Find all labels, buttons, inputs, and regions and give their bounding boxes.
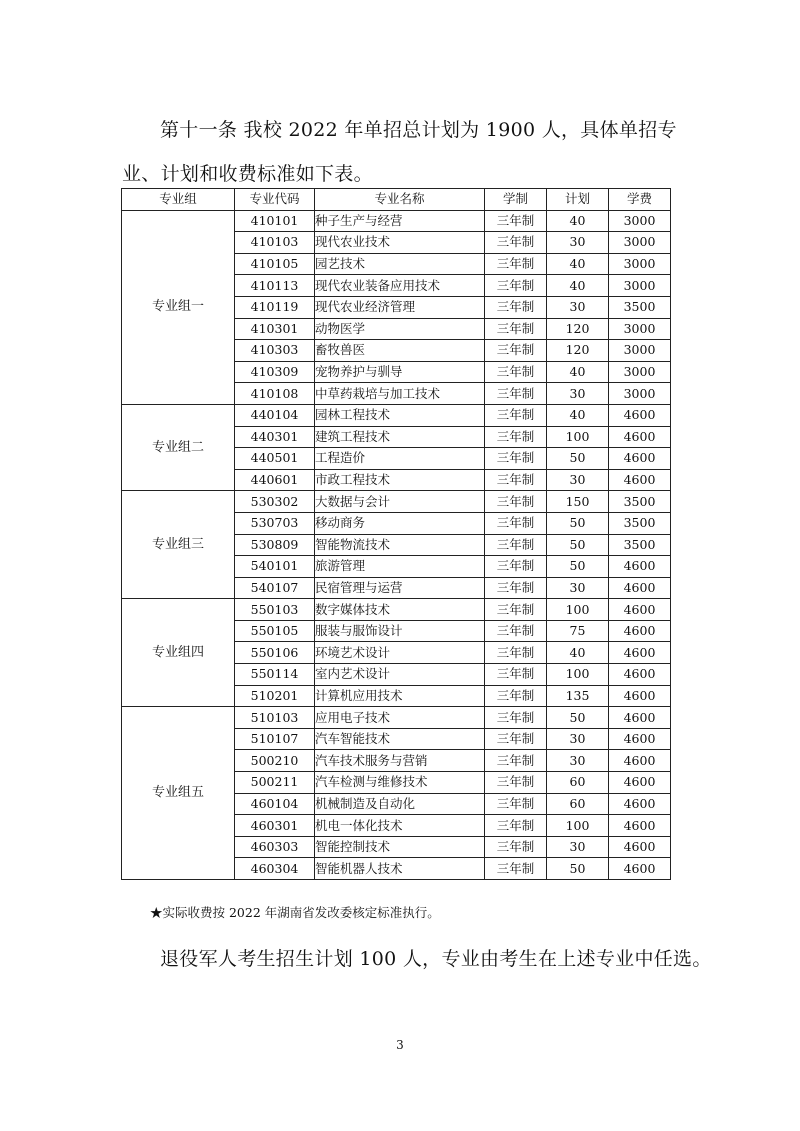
header-major-name: 专业名称: [315, 189, 485, 211]
tuition-fee-cell: 3000: [609, 275, 671, 297]
major-code-cell: 530703: [235, 512, 315, 534]
tuition-fee-cell: 3000: [609, 340, 671, 362]
tuition-fee-cell: 4600: [609, 642, 671, 664]
duration-cell: 三年制: [485, 793, 547, 815]
major-name-cell: 服装与服饰设计: [315, 620, 485, 642]
duration-cell: 三年制: [485, 232, 547, 254]
major-code-cell: 410119: [235, 296, 315, 318]
plan-count-cell: 40: [547, 642, 609, 664]
major-code-cell: 530809: [235, 534, 315, 556]
table-body: [122, 210, 671, 879]
tuition-fee-cell: 4600: [609, 793, 671, 815]
header-group: 专业组: [122, 189, 235, 211]
major-code-cell: 500210: [235, 750, 315, 772]
major-name-cell: 机电一体化技术: [315, 815, 485, 837]
tuition-fee-cell: 4600: [609, 836, 671, 858]
tuition-fee-cell: 3500: [609, 512, 671, 534]
major-code-cell: 530302: [235, 491, 315, 513]
duration-cell: 三年制: [485, 318, 547, 340]
major-name-cell: 大数据与会计: [315, 491, 485, 513]
major-code-cell: 410303: [235, 340, 315, 362]
plan-count-cell: 50: [547, 556, 609, 578]
tuition-fee-cell: 4600: [609, 858, 671, 880]
major-code-cell: 550106: [235, 642, 315, 664]
duration-cell: 三年制: [485, 707, 547, 729]
tuition-fee-cell: 3000: [609, 232, 671, 254]
page-number: 3: [396, 1038, 404, 1052]
plan-count-cell: 120: [547, 318, 609, 340]
table-row: [122, 404, 671, 426]
plan-count-cell: 30: [547, 728, 609, 750]
major-code-cell: 410101: [235, 210, 315, 232]
major-code-cell: 460104: [235, 793, 315, 815]
duration-cell: 三年制: [485, 664, 547, 686]
duration-cell: 三年制: [485, 750, 547, 772]
tuition-fee-cell: 4600: [609, 448, 671, 470]
major-name-cell: 种子生产与经营: [315, 210, 485, 232]
tuition-fee-cell: 4600: [609, 404, 671, 426]
tuition-fee-cell: 4600: [609, 577, 671, 599]
major-code-cell: 440501: [235, 448, 315, 470]
table-header-row: [122, 189, 671, 211]
plan-count-cell: 150: [547, 491, 609, 513]
duration-cell: 三年制: [485, 491, 547, 513]
group-name-cell: 专业组一: [122, 210, 235, 404]
major-code-cell: 440601: [235, 469, 315, 491]
duration-cell: 三年制: [485, 361, 547, 383]
major-name-cell: 市政工程技术: [315, 469, 485, 491]
plan-count-cell: 100: [547, 664, 609, 686]
major-code-cell: 410309: [235, 361, 315, 383]
major-code-cell: 460303: [235, 836, 315, 858]
major-name-cell: 畜牧兽医: [315, 340, 485, 362]
duration-cell: 三年制: [485, 620, 547, 642]
tuition-fee-cell: 4600: [609, 772, 671, 794]
plan-count-cell: 30: [547, 383, 609, 405]
table-row: [122, 599, 671, 621]
major-name-cell: 移动商务: [315, 512, 485, 534]
tuition-fee-cell: 4600: [609, 750, 671, 772]
duration-cell: 三年制: [485, 858, 547, 880]
tuition-fee-cell: 3000: [609, 383, 671, 405]
table-row: [122, 210, 671, 232]
major-name-cell: 室内艺术设计: [315, 664, 485, 686]
tuition-fee-cell: 3000: [609, 361, 671, 383]
plan-count-cell: 60: [547, 772, 609, 794]
major-code-cell: 460301: [235, 815, 315, 837]
tuition-fee-cell: 4600: [609, 707, 671, 729]
plan-count-cell: 50: [547, 707, 609, 729]
tuition-fee-cell: 3500: [609, 296, 671, 318]
major-name-cell: 智能控制技术: [315, 836, 485, 858]
major-code-cell: 410301: [235, 318, 315, 340]
header-fee: 学费: [609, 189, 671, 211]
major-name-cell: 旅游管理: [315, 556, 485, 578]
major-code-cell: 410108: [235, 383, 315, 405]
duration-cell: 三年制: [485, 210, 547, 232]
plan-count-cell: 60: [547, 793, 609, 815]
major-code-cell: 540107: [235, 577, 315, 599]
duration-cell: 三年制: [485, 448, 547, 470]
major-name-cell: 数字媒体技术: [315, 599, 485, 621]
plan-count-cell: 50: [547, 534, 609, 556]
table-row: [122, 491, 671, 513]
major-name-cell: 环境艺术设计: [315, 642, 485, 664]
plan-count-cell: 40: [547, 275, 609, 297]
header-plan: 计划: [547, 189, 609, 211]
major-name-cell: 园林工程技术: [315, 404, 485, 426]
tuition-fee-cell: 4600: [609, 620, 671, 642]
major-code-cell: 410113: [235, 275, 315, 297]
group-name-cell: 专业组四: [122, 599, 235, 707]
duration-cell: 三年制: [485, 512, 547, 534]
duration-cell: 三年制: [485, 556, 547, 578]
fee-note: ★实际收费按 2022 年湖南省发改委核定标准执行。: [150, 905, 440, 920]
duration-cell: 三年制: [485, 685, 547, 707]
tuition-fee-cell: 4600: [609, 556, 671, 578]
plan-count-cell: 75: [547, 620, 609, 642]
intro-paragraph: 第十一条 我校 2022 年单招总计划为 1900 人，具体单招专业、计划和收费标准如下表。: [122, 119, 677, 185]
tuition-fee-cell: 4600: [609, 685, 671, 707]
tuition-fee-cell: 3000: [609, 210, 671, 232]
plan-count-cell: 50: [547, 512, 609, 534]
major-code-cell: 510107: [235, 728, 315, 750]
major-code-cell: 440301: [235, 426, 315, 448]
duration-cell: 三年制: [485, 383, 547, 405]
major-code-cell: 410103: [235, 232, 315, 254]
group-name-cell: 专业组五: [122, 707, 235, 880]
duration-cell: 三年制: [485, 772, 547, 794]
major-code-cell: 460304: [235, 858, 315, 880]
major-code-cell: 500211: [235, 772, 315, 794]
major-name-cell: 应用电子技术: [315, 707, 485, 729]
table-row: [122, 707, 671, 729]
plan-count-cell: 135: [547, 685, 609, 707]
major-name-cell: 中草药栽培与加工技术: [315, 383, 485, 405]
major-name-cell: 汽车技术服务与营销: [315, 750, 485, 772]
tuition-fee-cell: 3000: [609, 253, 671, 275]
major-code-cell: 540101: [235, 556, 315, 578]
duration-cell: 三年制: [485, 577, 547, 599]
major-name-cell: 机械制造及自动化: [315, 793, 485, 815]
plan-count-cell: 40: [547, 361, 609, 383]
plan-count-cell: 100: [547, 599, 609, 621]
tuition-fee-cell: 4600: [609, 469, 671, 491]
major-name-cell: 园艺技术: [315, 253, 485, 275]
major-name-cell: 宠物养护与驯导: [315, 361, 485, 383]
major-code-cell: 550105: [235, 620, 315, 642]
duration-cell: 三年制: [485, 728, 547, 750]
plan-count-cell: 100: [547, 815, 609, 837]
duration-cell: 三年制: [485, 815, 547, 837]
duration-cell: 三年制: [485, 340, 547, 362]
enrollment-plan-table: [121, 188, 671, 880]
plan-count-cell: 30: [547, 750, 609, 772]
major-name-cell: 工程造价: [315, 448, 485, 470]
major-name-cell: 汽车检测与维修技术: [315, 772, 485, 794]
duration-cell: 三年制: [485, 599, 547, 621]
tuition-fee-cell: 4600: [609, 599, 671, 621]
plan-count-cell: 50: [547, 858, 609, 880]
plan-count-cell: 30: [547, 296, 609, 318]
plan-count-cell: 30: [547, 836, 609, 858]
major-name-cell: 现代农业经济管理: [315, 296, 485, 318]
tuition-fee-cell: 4600: [609, 426, 671, 448]
major-name-cell: 计算机应用技术: [315, 685, 485, 707]
major-code-cell: 550114: [235, 664, 315, 686]
plan-count-cell: 50: [547, 448, 609, 470]
major-name-cell: 现代农业装备应用技术: [315, 275, 485, 297]
tuition-fee-cell: 4600: [609, 728, 671, 750]
duration-cell: 三年制: [485, 534, 547, 556]
plan-count-cell: 30: [547, 232, 609, 254]
major-name-cell: 智能物流技术: [315, 534, 485, 556]
header-duration: 学制: [485, 189, 547, 211]
plan-count-cell: 30: [547, 469, 609, 491]
major-name-cell: 动物医学: [315, 318, 485, 340]
tuition-fee-cell: 3000: [609, 318, 671, 340]
plan-count-cell: 40: [547, 253, 609, 275]
plan-count-cell: 40: [547, 404, 609, 426]
major-code-cell: 510103: [235, 707, 315, 729]
plan-count-cell: 40: [547, 210, 609, 232]
tuition-fee-cell: 3500: [609, 491, 671, 513]
major-code-cell: 510201: [235, 685, 315, 707]
duration-cell: 三年制: [485, 836, 547, 858]
veteran-plan-paragraph: 退役军人考生招生计划 100 人，专业由考生在上述专业中任选。: [160, 948, 712, 970]
group-name-cell: 专业组二: [122, 404, 235, 490]
plan-count-cell: 30: [547, 577, 609, 599]
major-code-cell: 410105: [235, 253, 315, 275]
plan-count-cell: 100: [547, 426, 609, 448]
major-name-cell: 建筑工程技术: [315, 426, 485, 448]
major-code-cell: 550103: [235, 599, 315, 621]
duration-cell: 三年制: [485, 404, 547, 426]
group-name-cell: 专业组三: [122, 491, 235, 599]
major-name-cell: 现代农业技术: [315, 232, 485, 254]
header-code: 专业代码: [235, 189, 315, 211]
major-code-cell: 440104: [235, 404, 315, 426]
tuition-fee-cell: 4600: [609, 664, 671, 686]
tuition-fee-cell: 4600: [609, 815, 671, 837]
duration-cell: 三年制: [485, 275, 547, 297]
plan-count-cell: 120: [547, 340, 609, 362]
duration-cell: 三年制: [485, 642, 547, 664]
duration-cell: 三年制: [485, 469, 547, 491]
major-name-cell: 汽车智能技术: [315, 728, 485, 750]
duration-cell: 三年制: [485, 296, 547, 318]
duration-cell: 三年制: [485, 426, 547, 448]
major-name-cell: 民宿管理与运营: [315, 577, 485, 599]
duration-cell: 三年制: [485, 253, 547, 275]
tuition-fee-cell: 3500: [609, 534, 671, 556]
major-name-cell: 智能机器人技术: [315, 858, 485, 880]
